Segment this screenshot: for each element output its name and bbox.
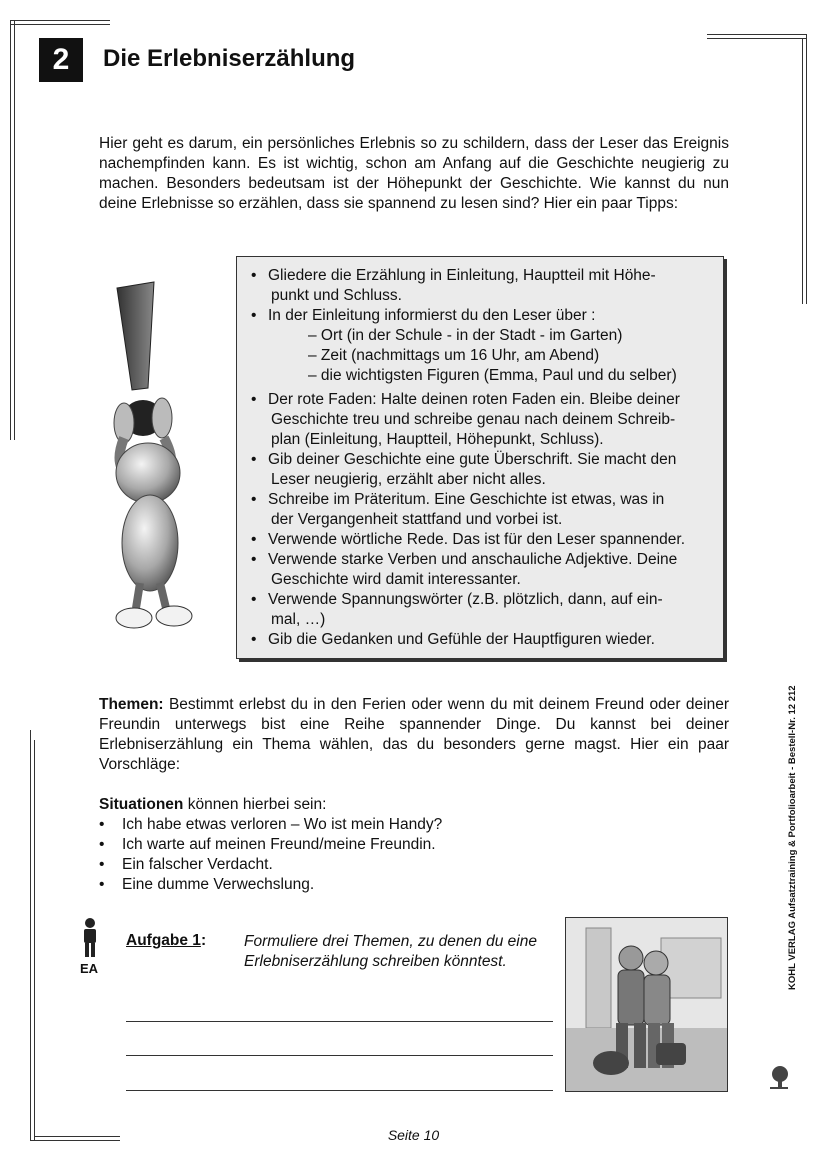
tip-subitem: – Zeit (nachmittags um 16 Uhr, am Abend) (308, 347, 600, 364)
situationen-list (99, 815, 699, 895)
intro-paragraph: Hier geht es darum, ein persönliches Erlebnis so zu schildern, dass der Leser das Ereignis nachempfinden kann. Es ist wichtig, schon am Anfang auf die Geschichte neugierig zu machen. Besonders bedeutsam ist der Höhepunkt der Geschichte. Wie kannst du nun deine Erlebnisse so erzählen, dass sie spannend zu lesen sind? Hier ein paar Tipps: (99, 135, 729, 212)
tip-item: • Schreibe im Präteritum. Eine Geschichte ist etwas, was in der Vergangenheit stattfand und vorbei ist. (251, 490, 715, 530)
children-with-backpacks-icon (566, 918, 728, 1092)
answer-line-2[interactable] (126, 1055, 553, 1056)
top-right-rule-v2 (802, 38, 803, 304)
list-item: • Ich habe etwas verloren – Wo ist mein Handy? (99, 815, 699, 835)
themen-label: Themen: (99, 696, 164, 713)
top-left-rule-h1 (10, 20, 110, 21)
kids-illustration (565, 917, 728, 1092)
publisher-logo-icon (768, 1065, 790, 1091)
task-text: Formuliere drei Themen, zu denen du eine Erlebniserzählung schreiben könntest. (244, 933, 537, 970)
top-left-rule-v1 (10, 20, 11, 440)
tip-item: • Gliedere die Erzählung in Einleitung, Hauptteil mit Höhe- punkt und Schluss. (251, 266, 715, 306)
tip-item: • Der rote Faden: Halte deinen roten Faden ein. Bleibe deiner Geschichte treu und schreibe genau nach deinem Schreib- plan (Einleitung, Hauptteil, Höhepunkt, Schluss). (251, 390, 715, 450)
themen-text: Bestimmt erlebst du in den Ferien oder wenn du mit deinem Freund oder deiner Freundin unterwegs bist eine Reihe spannender Dinge. Du kannst bei deiner Erlebniserzählung ein Thema wählen, das du besonders gerne magst. Hier ein paar Vorschläge: (99, 696, 729, 773)
page-title: Die Erlebniserzählung (103, 45, 356, 72)
themen-paragraph (99, 695, 729, 775)
top-right-rule-v1 (806, 34, 807, 304)
answer-line-3[interactable] (126, 1090, 553, 1091)
answer-line-1[interactable] (126, 1021, 553, 1022)
bottom-left-rule-v2 (34, 740, 35, 1140)
top-right-rule-h2 (707, 38, 807, 39)
situationen-intro (99, 795, 729, 815)
top-right-rule-h1 (707, 34, 807, 35)
situationen-label: Situationen (99, 796, 184, 813)
person-icon (80, 917, 100, 959)
tip-item: • Gib deiner Geschichte eine gute Überschrift. Sie macht den Leser neugierig, erzählt aber nicht alles. (251, 450, 715, 490)
page-number: Seite 10 (387, 1127, 440, 1143)
ea-badge: EA (80, 961, 99, 976)
tips-box (236, 256, 724, 659)
tip-item: • Verwende starke Verben und anschauliche Adjektive. Deine Geschichte wird damit interessanter. (251, 550, 715, 590)
list-item: • Ein falscher Verdacht. (99, 855, 699, 875)
tip-subitem: – die wichtigsten Figuren (Emma, Paul und du selber) (308, 367, 677, 384)
task-label: Aufgabe 1: (126, 932, 207, 949)
tip-item: • Verwende Spannungswörter (z.B. plötzlich, dann, auf ein- mal, …) (251, 590, 715, 630)
tip-item: • Gib die Gedanken und Gefühle der Hauptfiguren wieder. (251, 630, 715, 650)
tip-subitem: – Ort (in der Schule - in der Stadt - im Garten) (308, 327, 623, 344)
chapter-number-box: 2 (39, 38, 83, 82)
top-left-rule-v2 (14, 20, 15, 440)
bottom-left-rule-v1 (30, 730, 31, 1140)
list-item: • Eine dumme Verwechslung. (99, 875, 699, 895)
list-item: • Ich warte auf meinen Freund/meine Freundin. (99, 835, 699, 855)
tip-item: • In der Einleitung informierst du den Leser über : (251, 306, 715, 326)
top-left-rule-h2 (10, 24, 110, 25)
publisher-side-text: KOHL VERLAG Aufsatztraining & Portfolioarbeit - Bestell-Nr. 12 212 (787, 685, 798, 990)
exclamation-figure-icon (62, 278, 207, 638)
tip-item: • Verwende wörtliche Rede. Das ist für den Leser spannender. (251, 530, 715, 550)
situationen-text: können hierbei sein: (183, 796, 327, 813)
